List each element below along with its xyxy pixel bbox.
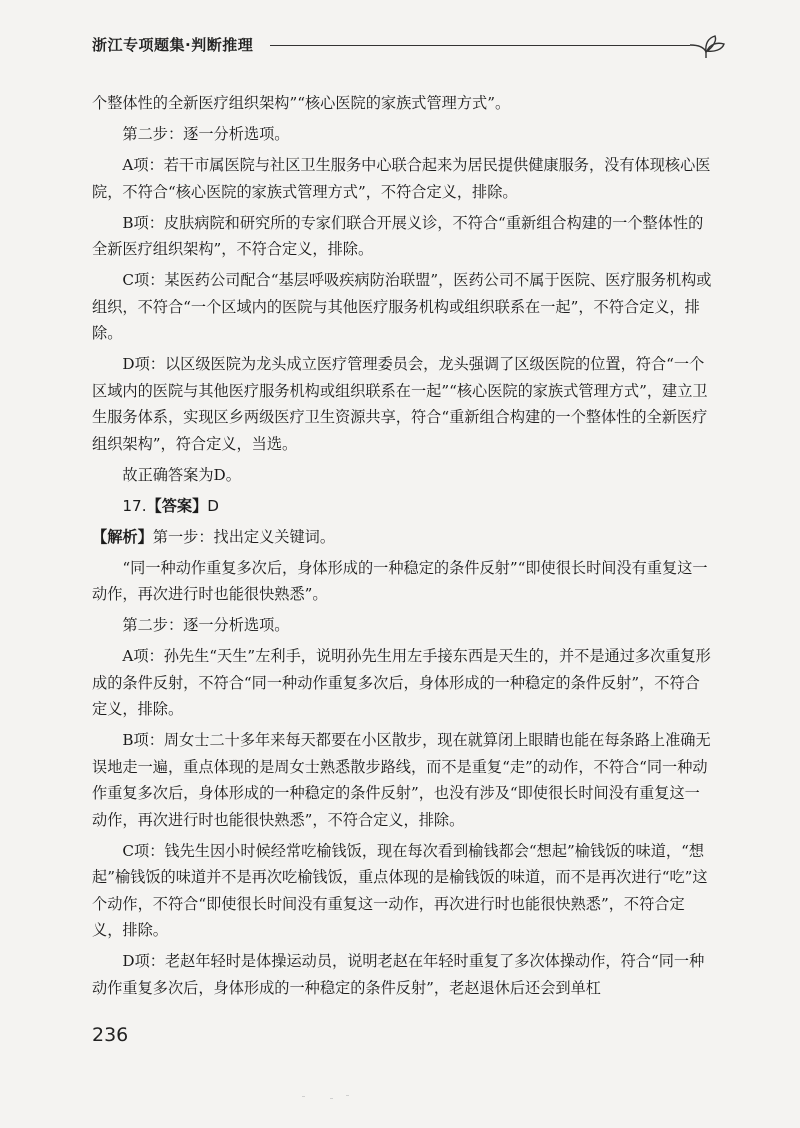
paragraph-keywords: “同一种动作重复多次后，身体形成的一种稳定的条件反射”“即使很长时间没有重复这一动作，再次进行时也能很快熟悉”。: [92, 558, 708, 603]
answer-tag: 【答案】: [146, 496, 208, 515]
paragraph-option-a-b: A项：孙先生“天生”左利手，说明孙先生用左手接东西是天生的，并不是通过多次重复形成的条件反射，不符合“同一种动作重复多次后，身体形成的一种稳定的条件反射”，不符合定义，排除。: [92, 647, 711, 718]
paragraph-option-b-b: B项：周女士二十多年来每天都要在小区散步，现在就算闭上眼睛也能在每条路上准确无误地走一遍，重点体现的是周女士熟悉散步路线，而不是重复“走”的动作，不符合“同一种动作重复多次后，身体形成的一种稳定的条件反射”，也没有涉及“即使很长时间没有重复这一动作，再次进行时也能很快熟悉”，不符合定义，排除。: [92, 731, 711, 829]
scan-speck: [302, 1096, 305, 1097]
paragraph-option-c-b: C项：钱先生因小时候经常吃榆钱饭，现在每次看到榆钱都会“想起”榆钱饭的味道，“想起”榆钱饭的味道并不是再次吃榆钱饭，重点体现的是榆钱饭的味道，而不是再次进行“吃”这个动作，不符合“即使很长时间没有重复这一动作，再次进行时也能很快熟悉”，不符合定义，排除。: [92, 841, 708, 939]
scan-speck: [346, 1095, 349, 1096]
question-answer-line: [92, 493, 714, 520]
header-title: 浙江专项题集·判断推理: [92, 36, 254, 54]
sprout-icon: [688, 30, 728, 60]
paragraph-option-c: C项：某医药公司配合“基层呼吸疾病防治联盟”，医药公司不属于医院、医疗服务机构或组织，不符合“一个区域内的医院与其他医疗服务机构或组织联系在一起”，不符合定义，排除。: [92, 271, 712, 342]
paragraph-option-d: D项：以区级医院为龙头成立医疗管理委员会，龙头强调了区级医院的位置，符合“一个区域内的医院与其他医疗服务机构或组织联系在一起”“核心医院的家族式管理方式”，建立卫生服务体系，实现区乡两级医疗卫生资源共享，符合“重新组合构建的一个整体性的全新医疗组织架构”，符合定义，当选。: [92, 355, 708, 453]
analysis-intro: 第一步：找出定义关键词。: [152, 527, 335, 546]
scan-speck: [330, 1098, 333, 1099]
paragraph-continuation: 个整体性的全新医疗组织架构”“核心医院的家族式管理方式”。: [92, 94, 511, 112]
paragraph-step-two-b: 第二步：逐一分析选项。: [122, 616, 290, 634]
page-body: [92, 90, 714, 1006]
paragraph-option-a: A项：若干市属医院与社区卫生服务中心联合起来为居民提供健康服务，没有体现核心医院，不符合“核心医院的家族式管理方式”，不符合定义，排除。: [92, 156, 711, 201]
paragraph-option-b: B项：皮肤病院和研究所的专家们联合开展义诊，不符合“重新组合构建的一个整体性的全新医疗组织架构”，不符合定义，排除。: [92, 213, 704, 258]
header-rule: [270, 45, 690, 46]
question-number: 17.: [122, 496, 147, 515]
paragraph-step-two: 第二步：逐一分析选项。: [122, 125, 290, 143]
page-header: [92, 30, 732, 60]
analysis-tag: 【解析】: [92, 527, 153, 546]
analysis-line: [92, 524, 714, 551]
answer-value: D: [207, 496, 219, 515]
paragraph-option-d-b: D项：老赵年轻时是体操运动员，说明老赵在年轻时重复了多次体操动作，符合“同一种动作重复多次后，身体形成的一种稳定的条件反射”，老赵退休后还会到单杠: [92, 952, 705, 997]
paragraph-conclusion: 故正确答案为D。: [122, 465, 241, 484]
page-number: 236: [92, 1024, 129, 1046]
